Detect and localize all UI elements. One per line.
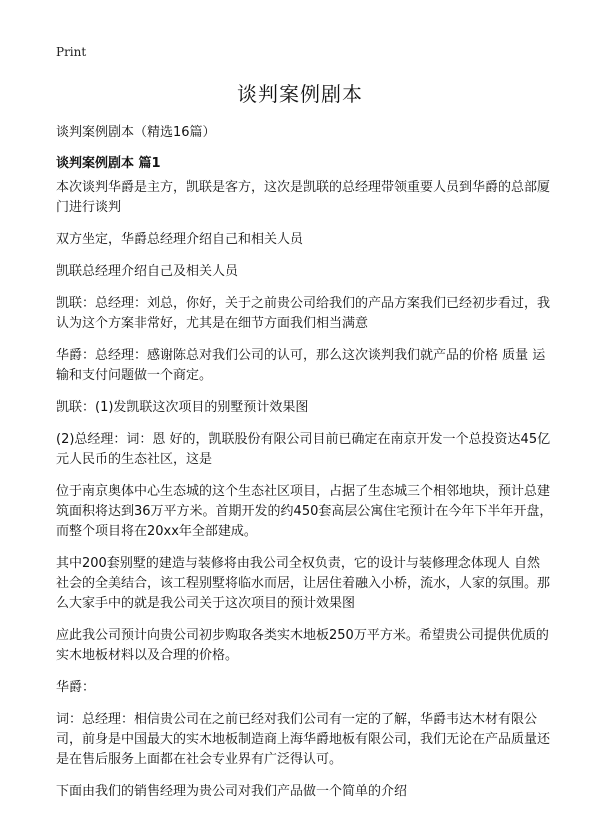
paragraph: 华爵： <box>56 680 96 695</box>
document-body <box>56 178 554 814</box>
paragraph: 词：总经理：相信贵公司在之前已经对我们公司有一定的了解，华爵韦达木材有限公司，前身是中国最大的实木地板制造商上海华爵地板有限公司，我们无论在产品质量还是在售后服务上面都在社会专业界有广泛得认可。 <box>56 712 551 767</box>
paragraph: (2)总经理：词：恩 好的，凯联股份有限公司目前已确定在南京开发一个总投资达45亿元人民币的生态社区，这是 <box>56 432 551 467</box>
paragraph: 双方坐定，华爵总经理介绍自己和相关人员 <box>56 232 304 247</box>
paragraph: 应此我公司预计向贵公司初步购取各类实木地板250万平方米。希望贵公司提供优质的实木地板材料以及合理的价格。 <box>56 628 549 663</box>
document-title: 谈判案例剧本 <box>237 82 363 106</box>
paragraph: 华爵：总经理：感谢陈总对我们公司的认可，那么这次谈判我们就产品的价格 质量 运输和支付问题做一个商定。 <box>56 348 546 383</box>
section-heading: 谈判案例剧本 篇1 <box>56 156 161 171</box>
document-subtitle: 谈判案例剧本（精选16篇） <box>56 125 216 140</box>
paragraph: 凯联总经理介绍自己及相关人员 <box>56 264 239 279</box>
paragraph: 本次谈判华爵是主方，凯联是客方，这次是凯联的总经理带领重要人员到华爵的总部厦门进行谈判 <box>56 180 551 215</box>
paragraph: 下面由我们的销售经理为贵公司对我们产品做一个简单的介绍 <box>56 784 408 799</box>
paragraph: 凯联：总经理：刘总，你好，关于之前贵公司给我们的产品方案我们已经初步看过，我认为这个方案非常好，尤其是在细节方面我们相当满意 <box>56 296 551 331</box>
print-link[interactable]: Print <box>56 45 87 59</box>
paragraph: 凯联：(1)发凯联这次项目的别墅预计效果图 <box>56 400 309 415</box>
paragraph: 其中200套别墅的建造与装修将由我公司全权负责，它的设计与装修理念体现人 自然 社会的全美结合，该工程别墅将临水而居，让居住着融入小桥，流水，人家的氛围。那么大家手中的就是我公司关于这次项目的预计效果图 <box>56 556 551 611</box>
paragraph: 位于南京奥体中心生态城的这个生态社区项目，占据了生态城三个相邻地块，预计总建筑面积将达到36万平方米。首期开发的约450套高层公寓住宅预计在今年下半年开盘，而整个项目将在20xx年全部建成。 <box>56 484 553 539</box>
